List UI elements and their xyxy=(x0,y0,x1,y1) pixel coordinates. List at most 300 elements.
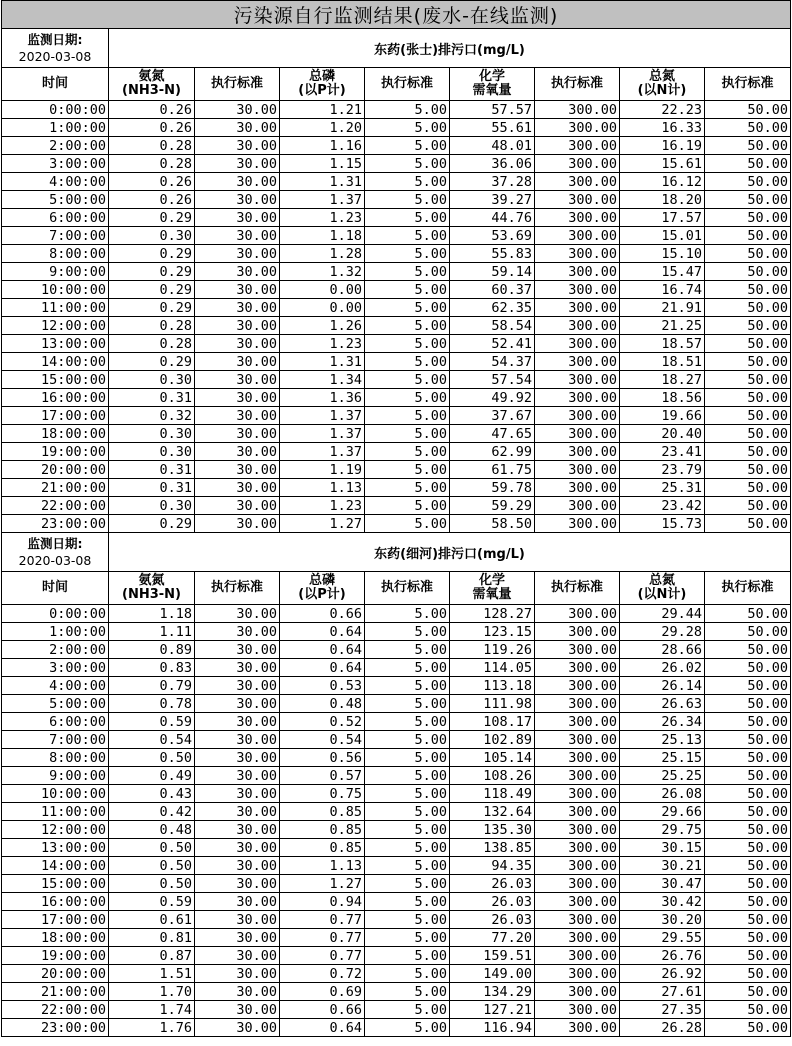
cell-ammonia-nitrogen: 0.30 xyxy=(109,425,195,443)
cell-ammonia-nitrogen: 0.26 xyxy=(109,101,195,119)
cell-cod-standard: 300.00 xyxy=(535,857,620,875)
cell-nitrogen-standard: 50.00 xyxy=(705,623,791,641)
cell-time: 21:00:00 xyxy=(2,983,109,1001)
cell-phosphorus-standard: 5.00 xyxy=(365,947,450,965)
cell-time: 12:00:00 xyxy=(2,317,109,335)
cell-ammonia-nitrogen: 0.30 xyxy=(109,371,195,389)
cell-ammonia-standard: 30.00 xyxy=(195,425,280,443)
cell-total-phosphorus: 0.56 xyxy=(280,749,365,767)
cell-cod-standard: 300.00 xyxy=(535,461,620,479)
cell-ammonia-standard: 30.00 xyxy=(195,515,280,533)
cell-phosphorus-standard: 5.00 xyxy=(365,713,450,731)
cell-ammonia-nitrogen: 0.31 xyxy=(109,479,195,497)
cell-total-phosphorus: 1.20 xyxy=(280,119,365,137)
cell-ammonia-nitrogen: 0.48 xyxy=(109,821,195,839)
cell-nitrogen-standard: 50.00 xyxy=(705,281,791,299)
cell-ammonia-nitrogen: 0.61 xyxy=(109,911,195,929)
cell-total-nitrogen: 25.31 xyxy=(620,479,705,497)
cell-cod: 118.49 xyxy=(450,785,535,803)
cell-total-nitrogen: 23.42 xyxy=(620,497,705,515)
cell-total-phosphorus: 1.37 xyxy=(280,443,365,461)
cell-time: 9:00:00 xyxy=(2,767,109,785)
cell-nitrogen-standard: 50.00 xyxy=(705,371,791,389)
cell-cod-standard: 300.00 xyxy=(535,227,620,245)
cell-total-phosphorus: 1.23 xyxy=(280,335,365,353)
table-row xyxy=(2,263,791,281)
column-header-row xyxy=(2,68,791,101)
cell-time: 0:00:00 xyxy=(2,605,109,623)
cell-ammonia-standard: 30.00 xyxy=(195,893,280,911)
table-row xyxy=(2,641,791,659)
cell-total-phosphorus: 1.32 xyxy=(280,263,365,281)
cell-cod-standard: 300.00 xyxy=(535,173,620,191)
cell-nitrogen-standard: 50.00 xyxy=(705,497,791,515)
cell-cod: 119.26 xyxy=(450,641,535,659)
cell-phosphorus-standard: 5.00 xyxy=(365,371,450,389)
cell-nitrogen-standard: 50.00 xyxy=(705,1001,791,1019)
monitoring-date-value: 2020-03-08 xyxy=(18,49,92,64)
cell-total-phosphorus: 0.66 xyxy=(280,605,365,623)
cell-ammonia-nitrogen: 0.78 xyxy=(109,695,195,713)
cell-ammonia-standard: 30.00 xyxy=(195,983,280,1001)
column-header-line: 氨氮 xyxy=(138,573,165,588)
column-header-line: 执行标准 xyxy=(210,580,263,595)
cell-total-nitrogen: 18.27 xyxy=(620,371,705,389)
cell-time: 23:00:00 xyxy=(2,1019,109,1037)
cell-phosphorus-standard: 5.00 xyxy=(365,965,450,983)
cell-nitrogen-standard: 50.00 xyxy=(705,389,791,407)
column-header-line: 总氮 xyxy=(648,573,675,588)
cell-ammonia-nitrogen: 0.83 xyxy=(109,659,195,677)
table-row xyxy=(2,209,791,227)
cell-nitrogen-standard: 50.00 xyxy=(705,659,791,677)
table-row xyxy=(2,911,791,929)
cell-total-phosphorus: 0.85 xyxy=(280,821,365,839)
cell-nitrogen-standard: 50.00 xyxy=(705,425,791,443)
cell-time: 7:00:00 xyxy=(2,731,109,749)
cell-ammonia-standard: 30.00 xyxy=(195,353,280,371)
cell-time: 9:00:00 xyxy=(2,263,109,281)
cell-ammonia-standard: 30.00 xyxy=(195,335,280,353)
cell-ammonia-nitrogen: 0.32 xyxy=(109,407,195,425)
cell-time: 15:00:00 xyxy=(2,371,109,389)
cell-total-nitrogen: 30.20 xyxy=(620,911,705,929)
table-row xyxy=(2,767,791,785)
cell-total-phosphorus: 0.64 xyxy=(280,641,365,659)
cell-ammonia-nitrogen: 1.18 xyxy=(109,605,195,623)
cell-ammonia-nitrogen: 1.70 xyxy=(109,983,195,1001)
cell-total-nitrogen: 15.61 xyxy=(620,155,705,173)
cell-nitrogen-standard: 50.00 xyxy=(705,443,791,461)
table-row xyxy=(2,155,791,173)
cell-phosphorus-standard: 5.00 xyxy=(365,749,450,767)
cell-cod: 77.20 xyxy=(450,929,535,947)
cell-total-phosphorus: 1.26 xyxy=(280,317,365,335)
cell-total-nitrogen: 18.51 xyxy=(620,353,705,371)
cell-phosphorus-standard: 5.00 xyxy=(365,263,450,281)
column-header-time xyxy=(2,572,109,605)
cell-time: 6:00:00 xyxy=(2,713,109,731)
column-header-line: 时间 xyxy=(41,76,68,91)
cell-nitrogen-standard: 50.00 xyxy=(705,515,791,533)
cell-phosphorus-standard: 5.00 xyxy=(365,893,450,911)
cell-ammonia-nitrogen: 0.59 xyxy=(109,893,195,911)
cell-nitrogen-standard: 50.00 xyxy=(705,875,791,893)
cell-time: 13:00:00 xyxy=(2,335,109,353)
cell-cod: 61.75 xyxy=(450,461,535,479)
cell-cod: 57.57 xyxy=(450,101,535,119)
column-header-total-phosphorus xyxy=(280,572,365,605)
column-header-line: 时间 xyxy=(41,580,68,595)
column-header-line: 化学 xyxy=(478,69,505,84)
table-row xyxy=(2,677,791,695)
column-header-nitrogen-standard xyxy=(705,68,791,101)
cell-total-phosphorus: 0.66 xyxy=(280,1001,365,1019)
cell-time: 22:00:00 xyxy=(2,497,109,515)
cell-total-phosphorus: 1.15 xyxy=(280,155,365,173)
cell-total-nitrogen: 26.28 xyxy=(620,1019,705,1037)
cell-time: 0:00:00 xyxy=(2,101,109,119)
column-header-line: (以P计) xyxy=(298,587,346,602)
table-row xyxy=(2,515,791,533)
cell-cod-standard: 300.00 xyxy=(535,443,620,461)
cell-nitrogen-standard: 50.00 xyxy=(705,731,791,749)
cell-cod-standard: 300.00 xyxy=(535,335,620,353)
cell-cod-standard: 300.00 xyxy=(535,731,620,749)
column-header-line: (以N计) xyxy=(637,587,687,602)
cell-total-phosphorus: 0.64 xyxy=(280,1019,365,1037)
cell-total-nitrogen: 25.25 xyxy=(620,767,705,785)
cell-total-nitrogen: 30.47 xyxy=(620,875,705,893)
cell-ammonia-nitrogen: 0.31 xyxy=(109,389,195,407)
cell-nitrogen-standard: 50.00 xyxy=(705,227,791,245)
cell-nitrogen-standard: 50.00 xyxy=(705,317,791,335)
cell-cod: 55.61 xyxy=(450,119,535,137)
table-row xyxy=(2,335,791,353)
cell-phosphorus-standard: 5.00 xyxy=(365,461,450,479)
cell-total-nitrogen: 26.76 xyxy=(620,947,705,965)
cell-ammonia-standard: 30.00 xyxy=(195,641,280,659)
cell-nitrogen-standard: 50.00 xyxy=(705,245,791,263)
cell-cod-standard: 300.00 xyxy=(535,929,620,947)
table-row xyxy=(2,1001,791,1019)
cell-cod-standard: 300.00 xyxy=(535,623,620,641)
cell-time: 2:00:00 xyxy=(2,137,109,155)
cell-total-nitrogen: 16.74 xyxy=(620,281,705,299)
table-row xyxy=(2,713,791,731)
cell-nitrogen-standard: 50.00 xyxy=(705,191,791,209)
cell-ammonia-standard: 30.00 xyxy=(195,803,280,821)
cell-total-nitrogen: 26.02 xyxy=(620,659,705,677)
table-row xyxy=(2,749,791,767)
cell-time: 8:00:00 xyxy=(2,749,109,767)
cell-time: 17:00:00 xyxy=(2,911,109,929)
cell-total-phosphorus: 0.75 xyxy=(280,785,365,803)
cell-cod: 159.51 xyxy=(450,947,535,965)
cell-cod: 105.14 xyxy=(450,749,535,767)
table-row xyxy=(2,497,791,515)
cell-total-nitrogen: 18.20 xyxy=(620,191,705,209)
cell-phosphorus-standard: 5.00 xyxy=(365,407,450,425)
cell-nitrogen-standard: 50.00 xyxy=(705,299,791,317)
cell-ammonia-nitrogen: 0.26 xyxy=(109,173,195,191)
cell-cod-standard: 300.00 xyxy=(535,785,620,803)
cell-cod: 48.01 xyxy=(450,137,535,155)
section-header-row xyxy=(2,29,791,68)
cell-total-phosphorus: 1.28 xyxy=(280,245,365,263)
cell-ammonia-nitrogen: 0.30 xyxy=(109,443,195,461)
table-row xyxy=(2,371,791,389)
cell-time: 5:00:00 xyxy=(2,191,109,209)
cell-ammonia-nitrogen: 0.29 xyxy=(109,245,195,263)
cell-time: 19:00:00 xyxy=(2,947,109,965)
cell-cod: 58.54 xyxy=(450,317,535,335)
cell-ammonia-standard: 30.00 xyxy=(195,875,280,893)
cell-ammonia-standard: 30.00 xyxy=(195,173,280,191)
cell-total-phosphorus: 0.77 xyxy=(280,947,365,965)
cell-cod: 62.99 xyxy=(450,443,535,461)
cell-nitrogen-standard: 50.00 xyxy=(705,407,791,425)
cell-ammonia-standard: 30.00 xyxy=(195,119,280,137)
table-row xyxy=(2,227,791,245)
report-title-row xyxy=(2,1,791,29)
cell-total-phosphorus: 0.64 xyxy=(280,659,365,677)
table-row xyxy=(2,137,791,155)
cell-time: 11:00:00 xyxy=(2,299,109,317)
cell-cod: 39.27 xyxy=(450,191,535,209)
cell-ammonia-standard: 30.00 xyxy=(195,209,280,227)
cell-cod: 52.41 xyxy=(450,335,535,353)
column-header-line: 执行标准 xyxy=(721,580,774,595)
cell-cod: 57.54 xyxy=(450,371,535,389)
cell-time: 8:00:00 xyxy=(2,245,109,263)
cell-time: 13:00:00 xyxy=(2,839,109,857)
cell-cod: 60.37 xyxy=(450,281,535,299)
cell-total-nitrogen: 26.34 xyxy=(620,713,705,731)
cell-time: 23:00:00 xyxy=(2,515,109,533)
cell-time: 1:00:00 xyxy=(2,623,109,641)
cell-cod-standard: 300.00 xyxy=(535,317,620,335)
cell-phosphorus-standard: 5.00 xyxy=(365,1019,450,1037)
cell-cod: 53.69 xyxy=(450,227,535,245)
cell-ammonia-nitrogen: 0.30 xyxy=(109,497,195,515)
cell-cod-standard: 300.00 xyxy=(535,299,620,317)
cell-phosphorus-standard: 5.00 xyxy=(365,785,450,803)
table-row xyxy=(2,875,791,893)
cell-phosphorus-standard: 5.00 xyxy=(365,227,450,245)
cell-ammonia-nitrogen: 0.54 xyxy=(109,731,195,749)
cell-total-nitrogen: 23.41 xyxy=(620,443,705,461)
cell-ammonia-nitrogen: 0.87 xyxy=(109,947,195,965)
cell-ammonia-standard: 30.00 xyxy=(195,767,280,785)
cell-ammonia-standard: 30.00 xyxy=(195,443,280,461)
cell-nitrogen-standard: 50.00 xyxy=(705,749,791,767)
cell-ammonia-standard: 30.00 xyxy=(195,911,280,929)
cell-cod-standard: 300.00 xyxy=(535,119,620,137)
section-header-row xyxy=(2,533,791,572)
cell-total-nitrogen: 16.19 xyxy=(620,137,705,155)
cell-cod-standard: 300.00 xyxy=(535,803,620,821)
cell-time: 18:00:00 xyxy=(2,929,109,947)
cell-ammonia-standard: 30.00 xyxy=(195,1001,280,1019)
cell-total-phosphorus: 1.23 xyxy=(280,209,365,227)
cell-nitrogen-standard: 50.00 xyxy=(705,353,791,371)
cell-total-phosphorus: 0.77 xyxy=(280,929,365,947)
cell-total-phosphorus: 1.13 xyxy=(280,857,365,875)
cell-phosphorus-standard: 5.00 xyxy=(365,857,450,875)
outlet-name: 东药(细河)排污口(mg/L) xyxy=(109,533,791,572)
cell-total-phosphorus: 0.69 xyxy=(280,983,365,1001)
cell-ammonia-standard: 30.00 xyxy=(195,821,280,839)
cell-cod-standard: 300.00 xyxy=(535,911,620,929)
cell-nitrogen-standard: 50.00 xyxy=(705,641,791,659)
cell-time: 21:00:00 xyxy=(2,479,109,497)
table-row xyxy=(2,659,791,677)
cell-phosphorus-standard: 5.00 xyxy=(365,911,450,929)
cell-cod-standard: 300.00 xyxy=(535,605,620,623)
cell-ammonia-nitrogen: 0.26 xyxy=(109,191,195,209)
cell-total-nitrogen: 15.73 xyxy=(620,515,705,533)
cell-cod-standard: 300.00 xyxy=(535,821,620,839)
cell-ammonia-standard: 30.00 xyxy=(195,1019,280,1037)
cell-cod: 58.50 xyxy=(450,515,535,533)
cell-cod-standard: 300.00 xyxy=(535,767,620,785)
cell-nitrogen-standard: 50.00 xyxy=(705,209,791,227)
cell-total-nitrogen: 30.42 xyxy=(620,893,705,911)
table-row xyxy=(2,893,791,911)
cell-ammonia-standard: 30.00 xyxy=(195,749,280,767)
cell-ammonia-standard: 30.00 xyxy=(195,155,280,173)
cell-ammonia-nitrogen: 0.79 xyxy=(109,677,195,695)
cell-phosphorus-standard: 5.00 xyxy=(365,155,450,173)
column-header-line: 执行标准 xyxy=(210,76,263,91)
cell-ammonia-standard: 30.00 xyxy=(195,839,280,857)
cell-cod: 138.85 xyxy=(450,839,535,857)
column-header-line: 总磷 xyxy=(308,69,335,84)
table-row xyxy=(2,173,791,191)
cell-time: 15:00:00 xyxy=(2,875,109,893)
cell-cod: 55.83 xyxy=(450,245,535,263)
table-row xyxy=(2,623,791,641)
cell-ammonia-standard: 30.00 xyxy=(195,857,280,875)
cell-total-nitrogen: 18.57 xyxy=(620,335,705,353)
cell-cod-standard: 300.00 xyxy=(535,695,620,713)
cell-total-phosphorus: 0.64 xyxy=(280,623,365,641)
cell-cod-standard: 300.00 xyxy=(535,749,620,767)
cell-cod-standard: 300.00 xyxy=(535,479,620,497)
cell-cod: 94.35 xyxy=(450,857,535,875)
cell-ammonia-nitrogen: 0.43 xyxy=(109,785,195,803)
cell-cod: 54.37 xyxy=(450,353,535,371)
report-title: 污染源自行监测结果(废水-在线监测) xyxy=(2,1,791,29)
cell-cod-standard: 300.00 xyxy=(535,1019,620,1037)
cell-time: 6:00:00 xyxy=(2,209,109,227)
cell-cod: 62.35 xyxy=(450,299,535,317)
cell-phosphorus-standard: 5.00 xyxy=(365,425,450,443)
table-row xyxy=(2,803,791,821)
cell-total-nitrogen: 29.66 xyxy=(620,803,705,821)
cell-total-nitrogen: 16.33 xyxy=(620,119,705,137)
cell-ammonia-standard: 30.00 xyxy=(195,461,280,479)
table-row xyxy=(2,731,791,749)
cell-total-nitrogen: 26.92 xyxy=(620,965,705,983)
cell-time: 16:00:00 xyxy=(2,893,109,911)
cell-time: 4:00:00 xyxy=(2,677,109,695)
cell-time: 19:00:00 xyxy=(2,443,109,461)
cell-ammonia-nitrogen: 0.50 xyxy=(109,839,195,857)
outlet-name: 东药(张士)排污口(mg/L) xyxy=(109,29,791,68)
column-header-line: 需氧量 xyxy=(472,83,512,98)
cell-time: 3:00:00 xyxy=(2,659,109,677)
cell-ammonia-nitrogen: 0.28 xyxy=(109,317,195,335)
table-row xyxy=(2,929,791,947)
cell-phosphorus-standard: 5.00 xyxy=(365,389,450,407)
table-row xyxy=(2,317,791,335)
cell-time: 3:00:00 xyxy=(2,155,109,173)
cell-phosphorus-standard: 5.00 xyxy=(365,983,450,1001)
cell-nitrogen-standard: 50.00 xyxy=(705,1019,791,1037)
column-header-line: 氨氮 xyxy=(138,69,165,84)
cell-total-nitrogen: 28.66 xyxy=(620,641,705,659)
cell-total-phosphorus: 1.37 xyxy=(280,407,365,425)
column-header-phosphorus-standard xyxy=(365,68,450,101)
cell-cod: 111.98 xyxy=(450,695,535,713)
cell-nitrogen-standard: 50.00 xyxy=(705,965,791,983)
column-header-line: 执行标准 xyxy=(721,76,774,91)
column-header-total-nitrogen xyxy=(620,68,705,101)
cell-ammonia-nitrogen: 0.89 xyxy=(109,641,195,659)
cell-phosphorus-standard: 5.00 xyxy=(365,839,450,857)
cell-ammonia-nitrogen: 0.42 xyxy=(109,803,195,821)
table-row xyxy=(2,479,791,497)
cell-nitrogen-standard: 50.00 xyxy=(705,929,791,947)
cell-time: 12:00:00 xyxy=(2,821,109,839)
cell-total-phosphorus: 1.23 xyxy=(280,497,365,515)
cell-total-phosphorus: 0.52 xyxy=(280,713,365,731)
cell-phosphorus-standard: 5.00 xyxy=(365,497,450,515)
cell-ammonia-nitrogen: 0.59 xyxy=(109,713,195,731)
table-row xyxy=(2,695,791,713)
cell-cod: 116.94 xyxy=(450,1019,535,1037)
cell-cod-standard: 300.00 xyxy=(535,389,620,407)
column-header-phosphorus-standard xyxy=(365,572,450,605)
cell-ammonia-nitrogen: 0.26 xyxy=(109,119,195,137)
cell-nitrogen-standard: 50.00 xyxy=(705,785,791,803)
cell-total-nitrogen: 21.25 xyxy=(620,317,705,335)
cell-ammonia-standard: 30.00 xyxy=(195,245,280,263)
cell-cod: 134.29 xyxy=(450,983,535,1001)
cell-total-nitrogen: 26.14 xyxy=(620,677,705,695)
cell-total-phosphorus: 1.27 xyxy=(280,515,365,533)
cell-cod: 132.64 xyxy=(450,803,535,821)
cell-phosphorus-standard: 5.00 xyxy=(365,173,450,191)
table-row xyxy=(2,281,791,299)
cell-phosphorus-standard: 5.00 xyxy=(365,245,450,263)
cell-total-phosphorus: 0.77 xyxy=(280,911,365,929)
table-row xyxy=(2,191,791,209)
column-header-time xyxy=(2,68,109,101)
cell-total-phosphorus: 1.37 xyxy=(280,425,365,443)
table-row xyxy=(2,857,791,875)
table-row xyxy=(2,461,791,479)
cell-phosphorus-standard: 5.00 xyxy=(365,1001,450,1019)
cell-total-phosphorus: 0.48 xyxy=(280,695,365,713)
cell-cod-standard: 300.00 xyxy=(535,965,620,983)
column-header-ammonia-standard xyxy=(195,572,280,605)
monitoring-date-value: 2020-03-08 xyxy=(18,553,92,568)
monitoring-date-cell xyxy=(2,533,109,572)
cell-total-phosphorus: 0.72 xyxy=(280,965,365,983)
